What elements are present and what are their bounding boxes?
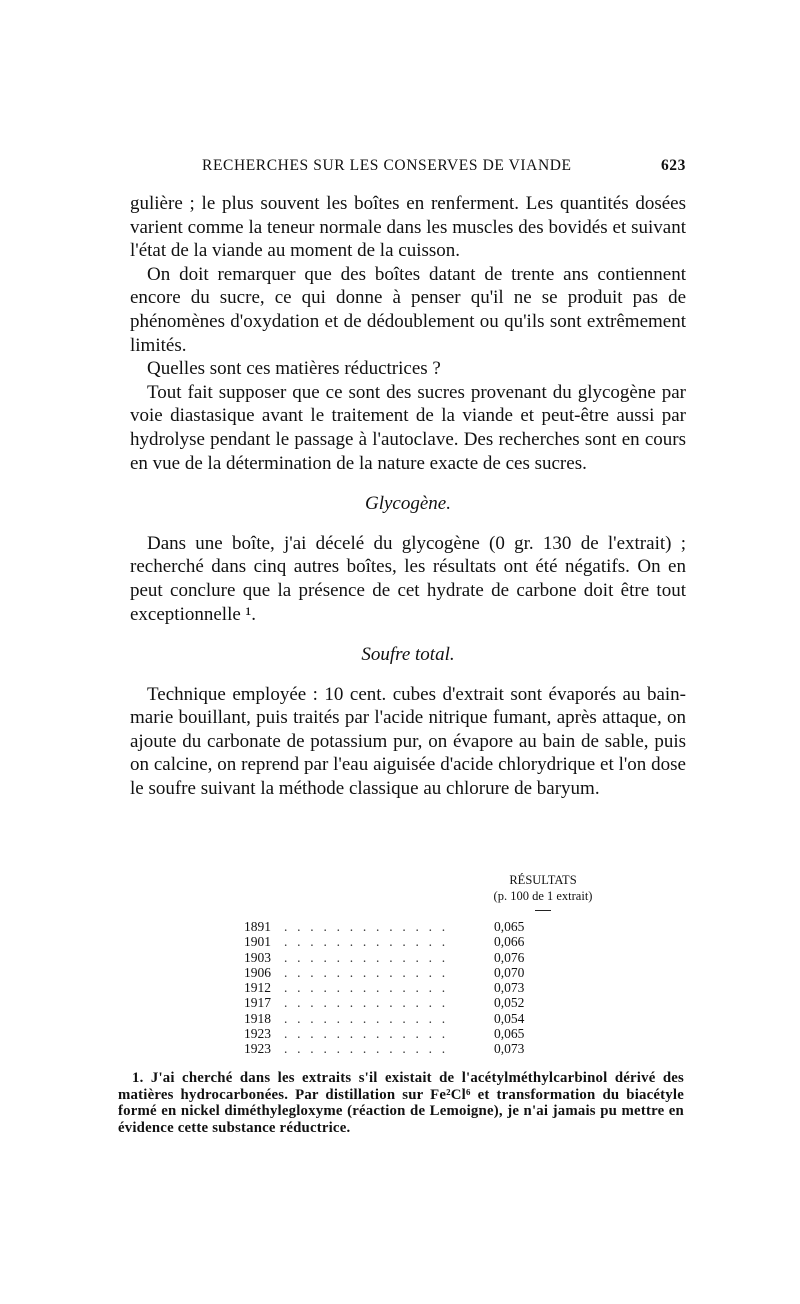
table-cell-year: 1903 — [244, 949, 271, 965]
page-header — [130, 157, 686, 181]
table-cell-value: 0,065 — [494, 919, 525, 934]
table-cell-year: 1891 — [244, 919, 271, 934]
table-row — [240, 950, 610, 965]
table-leader-dots: . . . . . . . . . . . . . — [284, 949, 449, 965]
table-cell-value: 0,073 — [494, 980, 525, 996]
table-leader-dots: . . . . . . . . . . . . . — [284, 934, 449, 950]
table-cell-value: 0,073 — [494, 1041, 525, 1057]
table-cell-value: 0,054 — [494, 1010, 525, 1026]
table-row — [240, 965, 610, 980]
body-text — [130, 192, 686, 801]
table-cell-year: 1917 — [244, 995, 271, 1011]
section-title-glycogene: Glycogène. — [365, 493, 451, 515]
table-row — [240, 1011, 610, 1026]
table-cell-year: 1918 — [244, 1010, 271, 1026]
table-cell-value: 0,065 — [494, 1026, 525, 1042]
paragraph-boites-trente-ans: On doit remarquer que des boîtes datant de trente ans contiennent encore du sucre, ce qui donne à penser qu'il ne se produit pas de phénomènes d'oxydation et de dédoublement ou qu'ils sont extrêmement limités. — [130, 263, 686, 356]
footnote — [118, 1070, 684, 1136]
running-title: RECHERCHES SUR LES CONSERVES DE VIANDE — [202, 157, 572, 174]
table-cell-year: 1912 — [244, 980, 271, 996]
paragraph-continuation: gulière ; le plus souvent les boîtes en renferment. Les quantités dosées varient comme la teneur normale dans les muscles des bovidés et suivant l'état de la viande au moment de la cuisson. — [130, 193, 686, 262]
table-cell-value: 0,076 — [494, 949, 525, 965]
table-row — [240, 980, 610, 995]
table-leader-dots: . . . . . . . . . . . . . — [284, 995, 449, 1011]
table-leader-dots: . . . . . . . . . . . . . — [284, 964, 449, 980]
table-header-title: RÉSULTATS — [509, 873, 577, 887]
paragraph-soufre-technique: Technique employée : 10 cent. cubes d'extrait sont évaporés au bain-marie bouillant, puis traités par l'acide nitrique fumant, après attaque, on ajoute du carbonate de potassium pur, on évapore au bain de sable, puis on calcine, on reprend par l'eau aiguisée d'acide chlorydrique et l'on dose le soufre suivant la méthode classique au chlorure de baryum. — [130, 683, 686, 800]
section-title-soufre: Soufre total. — [361, 644, 455, 666]
table-cell-value: 0,052 — [494, 995, 525, 1011]
table-cell-year: 1901 — [244, 934, 271, 950]
table-rows — [240, 919, 610, 1057]
table-leader-dots: . . . . . . . . . . . . . — [284, 980, 449, 996]
paragraph-sucres-origine: Tout fait supposer que ce sont des sucres provenant du glycogène par voie diastasique avant le traitement de la viande et peut-être aussi par hydrolyse pendant le passage à l'autoclave. Des recherches sont en cours en vue de la détermination de la nature exacte de ces sucres. — [130, 381, 686, 474]
footnote-text: 1. J'ai cherché dans les extraits s'il existait de l'acétylméthylcarbinol dérivé des matières hydrocarbonées. Par distillation sur Fe²Cl⁶ et transformation du biacétyle formé en nickel diméthylegloxyme (réaction de Lemoigne), je n'ai jamais pu mettre en évidence cette substance réductrice. — [118, 1070, 684, 1136]
table-row — [240, 995, 610, 1010]
table-cell-year: 1923 — [244, 1041, 271, 1057]
table-header — [468, 872, 618, 911]
table-row — [240, 1041, 610, 1056]
table-cell-year: 1906 — [244, 964, 271, 980]
table-header-unit: (p. 100 de 1 extrait) — [493, 889, 593, 903]
table-row — [240, 1026, 610, 1041]
page-number: 623 — [660, 157, 686, 174]
table-leader-dots: . . . . . . . . . . . . . — [284, 1041, 449, 1057]
table-row — [240, 934, 610, 949]
table-cell-year: 1923 — [244, 1026, 271, 1042]
table-leader-dots: . . . . . . . . . . . . . — [284, 1026, 449, 1042]
paragraph-glycogene: Dans une boîte, j'ai décelé du glycogène (0 gr. 130 de l'extrait) ; recherché dans cinq autres boîtes, les résultats ont été négatifs. On en peut conclure que la présence de cet hydrate de carbone doit être tout exceptionnelle ¹. — [130, 532, 686, 625]
table-header-rule — [535, 910, 551, 911]
table-leader-dots: . . . . . . . . . . . . . — [284, 919, 449, 934]
table-row — [240, 919, 610, 934]
table-leader-dots: . . . . . . . . . . . . . — [284, 1010, 449, 1026]
table-cell-value: 0,070 — [494, 964, 525, 980]
table-cell-value: 0,066 — [494, 934, 525, 950]
paragraph-question: Quelles sont ces matières réductrices ? — [147, 358, 441, 380]
